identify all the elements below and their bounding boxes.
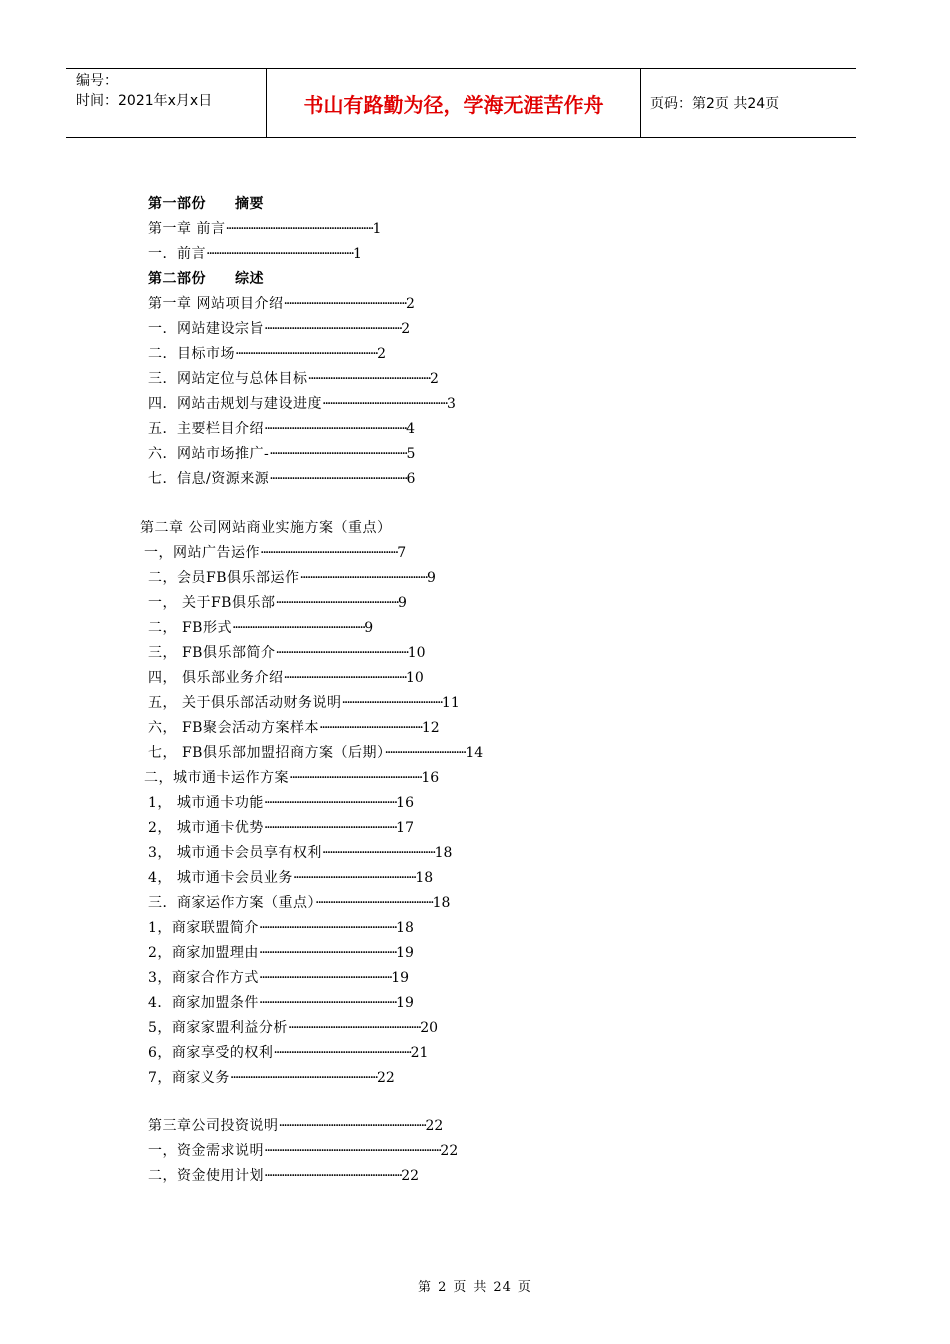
header-meta: [66, 69, 267, 137]
toc-leader-dots: ··············································: [321, 845, 435, 861]
toc-entry-page: 6: [406, 471, 416, 487]
toc-entry-page: 19: [391, 970, 410, 986]
toc-entry-page: 2: [401, 321, 411, 337]
toc-entry-page: 5: [406, 446, 416, 462]
toc-leader-dots: ····························································: [278, 1118, 426, 1134]
toc-entry-page: 9: [397, 595, 407, 611]
toc-leader-dots: ························································: [269, 471, 407, 487]
toc-entry-page: 20: [420, 1020, 439, 1036]
toc-entry-title: 二．目标市场: [148, 346, 235, 362]
toc-entry: [148, 319, 410, 339]
toc-entry-title: 一，网站广告运作: [144, 545, 260, 561]
toc-leader-dots: ······················································: [258, 970, 392, 986]
toc-leader-dots: ······················································: [275, 645, 408, 661]
toc-entry-title: 一， 关于FB俱乐部: [148, 595, 276, 611]
toc-entry-title: 第二章 公司网站商业实施方案（重点）: [140, 520, 392, 536]
toc-entry-title: 五．主要栏目介绍: [148, 421, 264, 437]
toc-leader-dots: ·········································: [341, 695, 442, 711]
toc-leader-dots: ························································: [258, 945, 397, 961]
toc-entry: [148, 918, 414, 938]
footer-total-pages: 24: [493, 1280, 512, 1295]
toc-entry-page: 22: [425, 1118, 444, 1134]
toc-entry-title: 第二部份 综述: [148, 271, 264, 287]
toc-entry-page: 1: [353, 246, 362, 262]
toc-leader-dots: ························································: [264, 1168, 402, 1184]
toc-entry: [148, 244, 362, 264]
toc-entry-title: 二，会员FB俱乐部运作: [148, 570, 300, 586]
toc-entry: [148, 843, 452, 863]
toc-entry-page: 2: [377, 346, 387, 362]
toc-entry: [148, 1018, 438, 1038]
toc-leader-dots: ···················································: [322, 396, 447, 412]
toc-leader-dots: ····························································: [206, 246, 354, 262]
toc-entry-page: 9: [426, 570, 436, 586]
toc-entry: [148, 643, 426, 663]
toc-entry-page: 21: [410, 1045, 429, 1061]
toc-entry-title: 二，城市通卡运作方案: [144, 770, 289, 786]
toc-entry-title: 4， 城市通卡会员业务: [148, 870, 293, 886]
toc-entry-title: 5，商家家盟利益分析: [148, 1020, 288, 1036]
toc-leader-dots: ························································: [260, 545, 398, 561]
toc-entry-title: 2， 城市通卡优势: [148, 820, 264, 836]
toc-entry: [148, 793, 414, 813]
toc-entry-title: 三．网站定位与总体目标: [148, 371, 308, 387]
toc-entry-title: 六， FB聚会活动方案样本: [148, 720, 319, 736]
toc-leader-dots: ························································: [264, 321, 402, 337]
toc-entry: [148, 1068, 395, 1088]
toc-leader-dots: ····························································: [229, 1070, 377, 1086]
footer-text: 页: [453, 1280, 468, 1295]
page-footer: [0, 1276, 950, 1295]
time-label: 时间：2021年x月x日: [76, 93, 213, 109]
toc-entry-title: 五， 关于俱乐部活动财务说明: [148, 695, 342, 711]
toc-leader-dots: ··················································: [275, 595, 398, 611]
toc-leader-dots: ····················································: [299, 570, 427, 586]
toc-leader-dots: ··················································: [292, 870, 416, 886]
toc-entry: [148, 1116, 443, 1136]
toc-entry-title: 四， 俱乐部业务介绍: [148, 670, 284, 686]
toc-entry-title: 第一部份 摘要: [148, 196, 264, 212]
toc-leader-dots: ······················································: [289, 770, 422, 786]
toc-entry-title: 一．前言: [148, 246, 206, 262]
header-page-info: 页码：第2页 共24页: [650, 96, 780, 112]
toc-entry-page: 4: [406, 421, 416, 437]
toc-entry-page: 16: [421, 770, 440, 786]
toc-leader-dots: ························································: [258, 995, 397, 1011]
toc-leader-dots: ··························································: [235, 346, 378, 362]
toc-leader-dots: ··················································: [283, 670, 406, 686]
toc-entry-page: 22: [440, 1143, 459, 1159]
toc-entry-title: 3， 城市通卡会员享有权利: [148, 845, 322, 861]
toc-entry-page: 19: [396, 945, 414, 961]
toc-leader-dots: ························································: [273, 1045, 411, 1061]
toc-entry: [148, 469, 415, 489]
toc-entry: [148, 1166, 419, 1186]
toc-entry-page: 2: [430, 371, 439, 387]
toc-entry-title: 六．网站市场推广-: [148, 446, 270, 462]
toc-leader-dots: ··········································: [318, 720, 422, 736]
toc-entry-title: 一，资金需求说明: [148, 1143, 264, 1159]
toc-leader-dots: ······················································: [263, 820, 397, 836]
toc-entry: [148, 294, 415, 314]
toc-entry-title: 七， FB俱乐部加盟招商方案（后期）: [148, 745, 385, 761]
toc-entry-page: 22: [376, 1070, 395, 1086]
toc-entry-page: 19: [396, 995, 414, 1011]
toc-entry: [148, 568, 436, 588]
toc-entry-title: 一．网站建设宗旨: [148, 321, 264, 337]
toc-entry-page: 2: [405, 296, 415, 312]
toc-entry: [148, 194, 264, 214]
number-label: 编号：: [76, 73, 118, 89]
toc-entry-title: 第一章 前言: [148, 221, 226, 237]
toc-entry-title: 第三章公司投资说明: [148, 1118, 279, 1134]
toc-leader-dots: ················································: [315, 895, 433, 911]
toc-entry-title: 二， FB形式: [148, 620, 232, 636]
toc-entry: [148, 868, 433, 888]
toc-entry-title: 三， FB俱乐部简介: [148, 645, 276, 661]
toc-entry: [140, 518, 391, 538]
toc-entry: [148, 394, 456, 414]
footer-text: 第: [418, 1280, 433, 1295]
toc-entry-page: 17: [396, 820, 414, 836]
toc-entry-page: 7: [397, 545, 407, 561]
toc-entry: [148, 993, 414, 1013]
toc-leader-dots: ··················································: [283, 296, 406, 312]
toc-leader-dots: ··························································: [264, 421, 407, 437]
toc-entry: [148, 269, 264, 289]
toc-leader-dots: ························································: [258, 920, 397, 936]
toc-entry-title: 七．信息/资源来源: [148, 471, 270, 487]
toc-entry-title: 7，商家义务: [148, 1070, 230, 1086]
toc-entry-title: 1，商家联盟简介: [148, 920, 259, 936]
toc-leader-dots: ··················································: [307, 371, 431, 387]
toc-entry: [148, 344, 386, 364]
toc-entry-page: 14: [465, 745, 484, 761]
toc-leader-dots: ·································: [384, 745, 466, 761]
toc-entry-page: 12: [421, 720, 440, 736]
toc-entry-page: 9: [364, 620, 374, 636]
toc-entry-title: 4．商家加盟条件: [148, 995, 259, 1011]
page-header: [66, 68, 856, 138]
toc-entry: [148, 219, 381, 239]
toc-entry-page: 3: [446, 396, 456, 412]
toc-entry-page: 10: [405, 670, 424, 686]
toc-entry: [148, 693, 460, 713]
toc-leader-dots: ······················································: [263, 795, 397, 811]
toc-entry: [148, 668, 424, 688]
toc-leader-dots: ························································: [269, 446, 407, 462]
toc-entry-title: 1， 城市通卡功能: [148, 795, 264, 811]
toc-entry-page: 16: [396, 795, 414, 811]
toc-entry: [148, 743, 483, 763]
footer-text: 共: [473, 1280, 488, 1295]
toc-entry-title: 3，商家合作方式: [148, 970, 259, 986]
footer-text: 页: [517, 1280, 532, 1295]
header-slogan: 书山有路勤为径，学海无涯苦作舟: [267, 69, 641, 137]
toc-entry-page: 10: [407, 645, 426, 661]
toc-entry: [144, 768, 439, 788]
toc-entry-title: 2，商家加盟理由: [148, 945, 259, 961]
toc-leader-dots: ····························································: [225, 221, 373, 237]
toc-entry: [148, 593, 407, 613]
toc-entry-page: 18: [432, 895, 451, 911]
toc-entry: [148, 1141, 458, 1161]
toc-leader-dots: ········································································: [264, 1143, 441, 1159]
toc-entry: [148, 618, 373, 638]
toc-entry-page: 18: [434, 845, 453, 861]
toc-entry: [148, 818, 414, 838]
toc-entry: [148, 968, 409, 988]
toc-entry: [148, 718, 440, 738]
toc-entry-page: 18: [396, 920, 414, 936]
toc-entry: [148, 893, 450, 913]
toc-entry-title: 二，资金使用计划: [148, 1168, 264, 1184]
toc-entry: [148, 943, 414, 963]
toc-entry-page: 11: [441, 695, 460, 711]
toc-entry-page: 22: [401, 1168, 420, 1184]
toc-entry: [148, 369, 439, 389]
toc-entry: [148, 1043, 428, 1063]
toc-entry-title: 第一章 网站项目介绍: [148, 296, 284, 312]
toc-entry-page: 1: [372, 221, 382, 237]
toc-leader-dots: ······················································: [287, 1020, 421, 1036]
toc-leader-dots: ······················································: [231, 620, 365, 636]
toc-entry: [144, 543, 406, 563]
toc-entry-page: 18: [415, 870, 434, 886]
toc-entry: [148, 419, 415, 439]
toc-entry-title: 四．网站击规划与建设进度: [148, 396, 322, 412]
toc-entry-title: 三．商家运作方案（重点）: [148, 895, 315, 911]
toc-entry-title: 6，商家享受的权利: [148, 1045, 274, 1061]
toc-entry: [148, 444, 415, 464]
footer-page-number: 2: [438, 1280, 448, 1295]
